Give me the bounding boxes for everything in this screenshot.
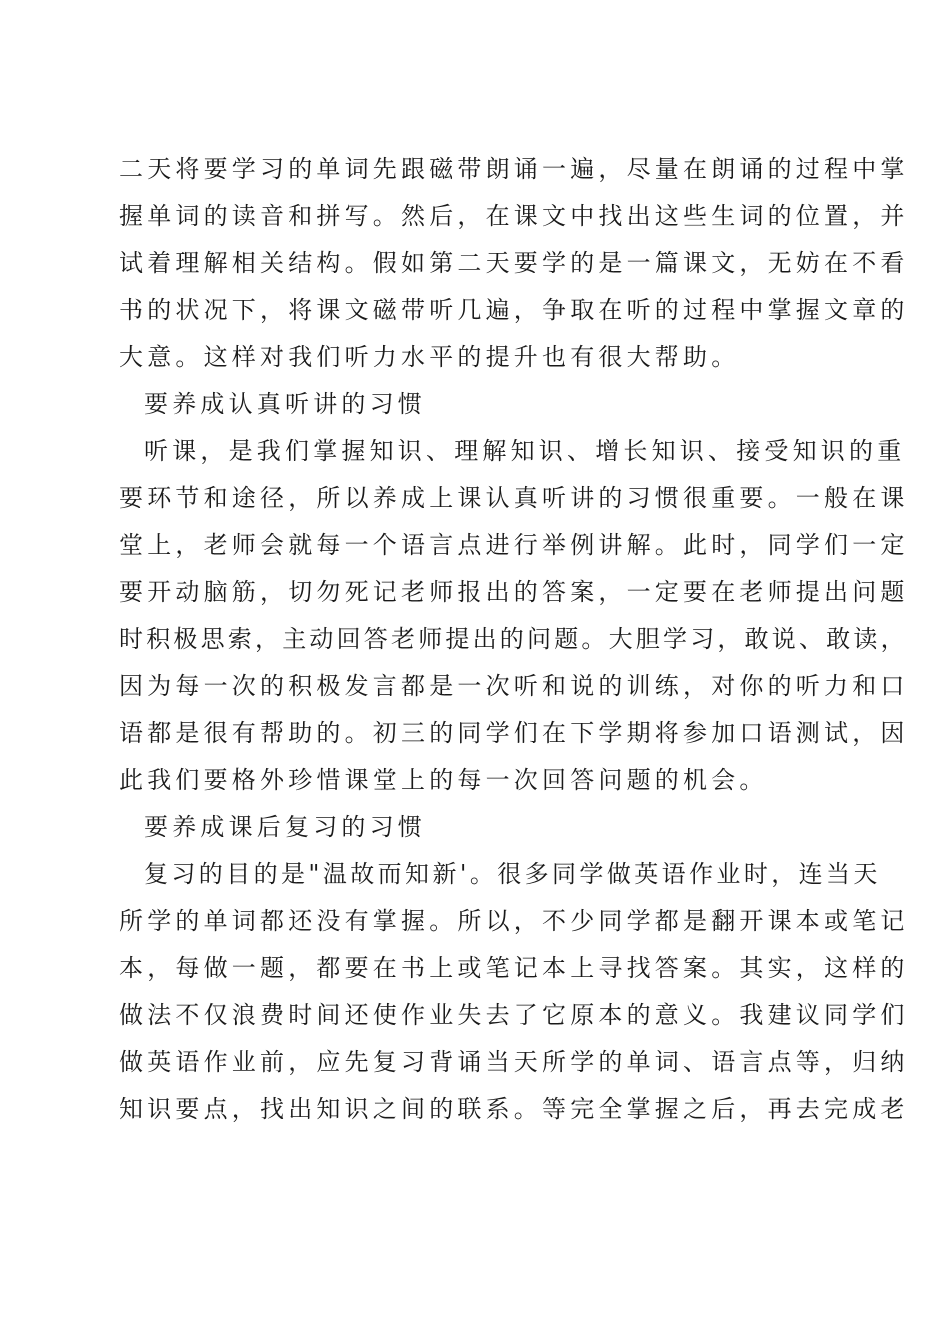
text-line: 知识要点，找出知识之间的联系。等完全掌握之后，再去完成老	[119, 1095, 909, 1123]
text-line: 语都是很有帮助的。初三的同学们在下学期将参加口语测试，因	[119, 719, 909, 747]
paragraph-continuation	[119, 146, 909, 381]
text-line: 做英语作业前，应先复习背诵当天所学的单词、语言点等，归纳	[119, 1048, 909, 1076]
text-line: 因为每一次的积极发言都是一次听和说的训练，对你的听力和口	[119, 672, 909, 700]
section-heading-listening: 要养成认真听讲的习惯	[144, 390, 426, 418]
text-line: 时积极思索，主动回答老师提出的问题。大胆学习，敢说、敢读，	[119, 625, 908, 653]
text-line: 复习的目的是"温故而知新'。很多同学做英语作业时，连当天	[144, 860, 881, 888]
text-line: 要环节和途径，所以养成上课认真听讲的习惯很重要。一般在课	[119, 484, 909, 512]
text-line: 此我们要格外珍惜课堂上的每一次回答问题的机会。	[119, 766, 768, 794]
text-line: 听课，是我们掌握知识、理解知识、增长知识、接受知识的重	[144, 437, 906, 465]
paragraph-review	[119, 851, 909, 1133]
text-line: 堂上，老师会就每一个语言点进行举例讲解。此时，同学们一定	[119, 531, 909, 559]
section-heading-review: 要养成课后复习的习惯	[144, 813, 426, 841]
text-line: 二天将要学习的单词先跟磁带朗诵一遍，尽量在朗诵的过程中掌	[119, 155, 909, 183]
text-line: 做法不仅浪费时间还使作业失去了它原本的意义。我建议同学们	[119, 1001, 909, 1029]
paragraph-listening	[119, 428, 909, 804]
text-line: 大意。这样对我们听力水平的提升也有很大帮助。	[119, 343, 740, 371]
text-line: 书的状况下，将课文磁带听几遍，争取在听的过程中掌握文章的	[119, 296, 909, 324]
text-line: 所学的单词都还没有掌握。所以，不少同学都是翻开课本或笔记	[119, 907, 909, 935]
text-line: 试着理解相关结构。假如第二天要学的是一篇课文，无妨在不看	[119, 249, 909, 277]
text-line: 本，每做一题，都要在书上或笔记本上寻找答案。其实，这样的	[119, 954, 909, 982]
document-body	[119, 146, 909, 1133]
text-line: 握单词的读音和拼写。然后，在课文中找出这些生词的位置，并	[119, 202, 909, 230]
text-line: 要开动脑筋，切勿死记老师报出的答案，一定要在老师提出问题	[119, 578, 909, 606]
